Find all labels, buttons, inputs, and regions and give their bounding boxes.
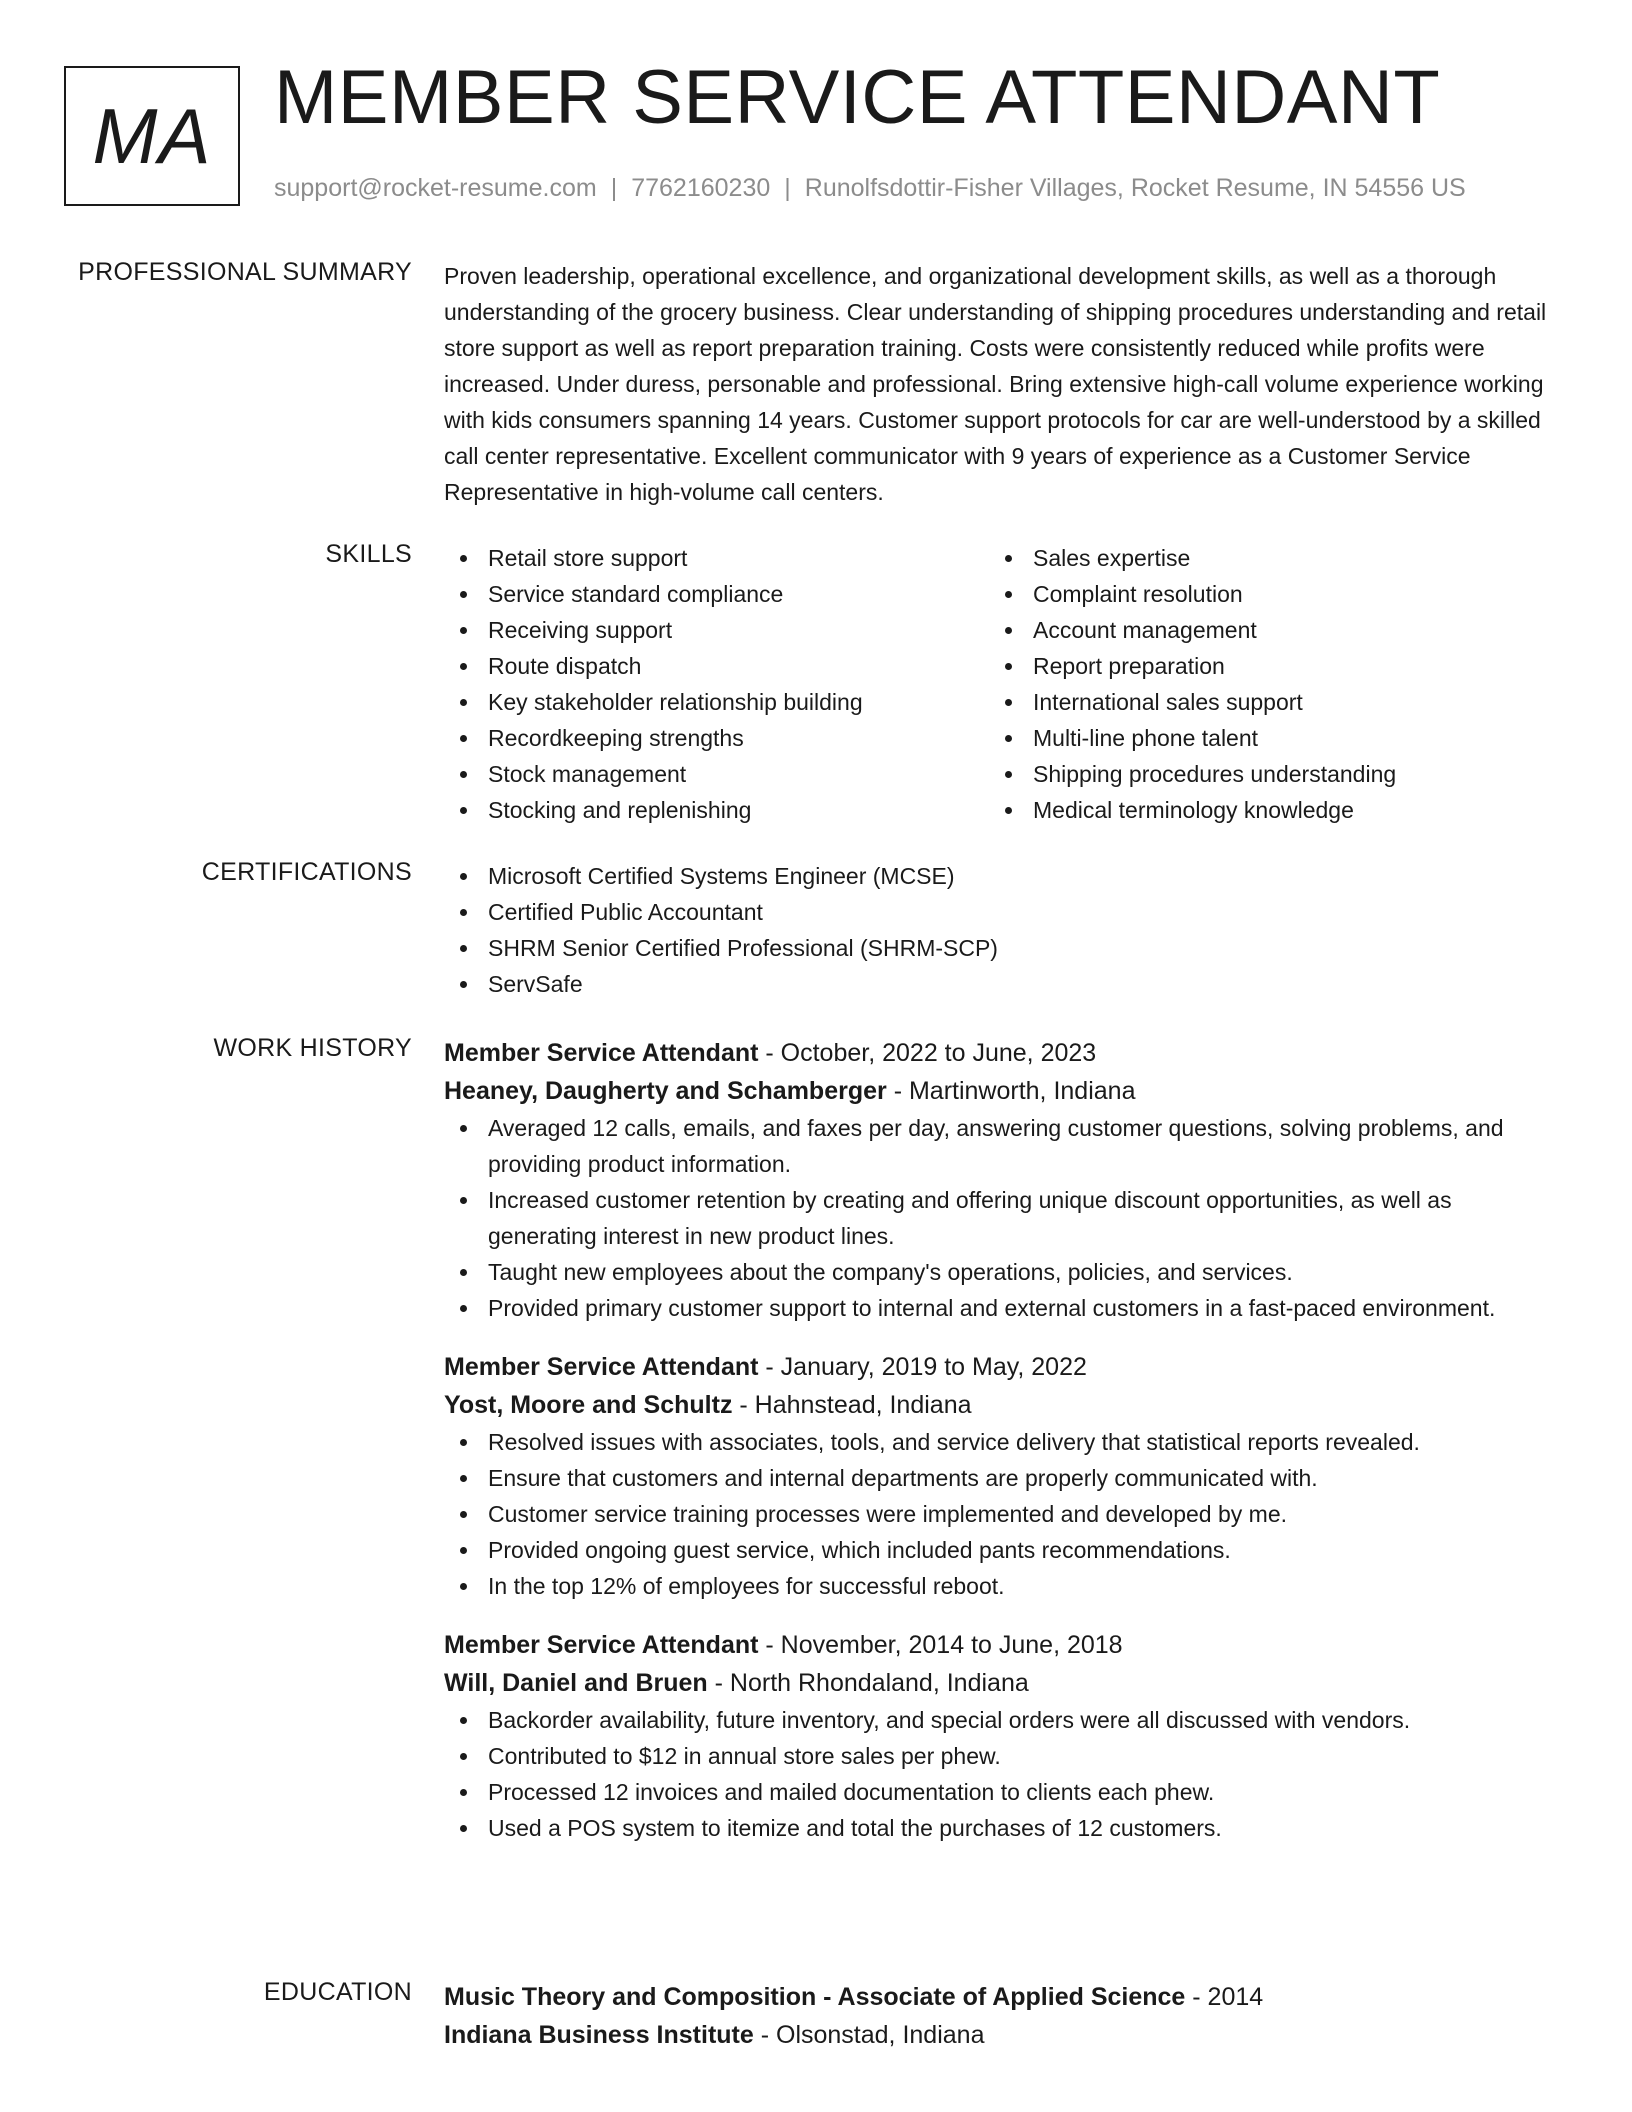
skill-item: Key stakeholder relationship building	[444, 684, 989, 720]
certification-item: SHRM Senior Certified Professional (SHRM-SCP)	[444, 930, 1554, 966]
job-bullet: Backorder availability, future inventory, and special orders were all discussed with vendors.	[444, 1702, 1554, 1738]
job-title: Member Service Attendant	[444, 1353, 759, 1381]
job-dates: - November, 2014 to June, 2018	[758, 1631, 1123, 1659]
skill-item: Stocking and replenishing	[444, 792, 989, 828]
contact-address: Runolfsdottir-Fisher Villages, Rocket Resume, IN 54556 US	[804, 174, 1466, 202]
contact-separator: |	[610, 174, 618, 202]
job-bullets	[444, 1702, 1554, 1846]
job-bullet: Used a POS system to itemize and total the purchases of 12 customers.	[444, 1810, 1554, 1846]
skill-item: Complaint resolution	[989, 576, 1534, 612]
job-title-line	[444, 1348, 1554, 1386]
skill-item: International sales support	[989, 684, 1534, 720]
work-history-body	[444, 1034, 1554, 1846]
certification-item: Certified Public Accountant	[444, 894, 1554, 930]
section-label-certifications: CERTIFICATIONS	[201, 858, 412, 886]
job-company: Yost, Moore and Schultz	[444, 1391, 733, 1419]
job-location: - Hahnstead, Indiana	[732, 1391, 972, 1419]
contact-separator: |	[784, 174, 791, 202]
job-title-line	[444, 1034, 1554, 1072]
section-label-skills: SKILLS	[325, 540, 412, 568]
skill-item: Retail store support	[444, 540, 989, 576]
education-school: Indiana Business Institute	[444, 2021, 754, 2049]
job-company-line	[444, 1386, 1554, 1424]
skill-item: Service standard compliance	[444, 576, 989, 612]
job-title-line	[444, 1626, 1554, 1664]
education-body	[444, 1978, 1554, 2054]
skills-column-right	[989, 540, 1534, 828]
job-bullet: Increased customer retention by creating and offering unique discount opportunities, as well as generating interest in new product lines.	[444, 1182, 1554, 1254]
skills-list-right	[989, 540, 1534, 828]
summary-text: Proven leadership, operational excellence, and organizational development skills, as well as a thorough understanding of the grocery business. Clear understanding of shipping procedures understanding and retail store support as well as report preparation training. Costs were consistently reduced while profits were increased. Under duress, personable and professional. Bring extensive high-call volume experience working with kids consumers spanning 14 years. Customer support protocols for car are well-understood by a skilled call center representative. Excellent communicator with 9 years of experience as a Customer Service Representative in high-volume call centers.	[444, 263, 1547, 505]
job-bullet: Averaged 12 calls, emails, and faxes per day, answering customer questions, solving problems, and providing product information.	[444, 1110, 1554, 1182]
job-dates: - January, 2019 to May, 2022	[758, 1353, 1087, 1381]
job-company: Heaney, Daugherty and Schamberger	[444, 1077, 887, 1105]
skill-item: Report preparation	[989, 648, 1534, 684]
contact-phone: 7762160230	[631, 174, 771, 202]
job-bullet: Processed 12 invoices and mailed documentation to clients each phew.	[444, 1774, 1554, 1810]
skills-list-left	[444, 540, 989, 828]
skill-item: Receiving support	[444, 612, 989, 648]
education-location: - Olsonstad, Indiana	[753, 2021, 985, 2049]
job-company: Will, Daniel and Bruen	[444, 1669, 708, 1697]
skills-column-left	[444, 540, 989, 828]
section-label-work-history: WORK HISTORY	[213, 1034, 412, 1062]
job-dates: - October, 2022 to June, 2023	[758, 1039, 1097, 1067]
skills-grid	[444, 540, 1554, 828]
skill-item: Multi-line phone talent	[989, 720, 1534, 756]
education-school-line	[444, 2016, 1554, 2054]
section-label-education: EDUCATION	[263, 1978, 412, 2006]
job-location: - Martinworth, Indiana	[886, 1077, 1136, 1105]
contact-email: support@rocket-resume.com	[274, 174, 597, 202]
page-title: MEMBER SERVICE ATTENDANT	[274, 55, 1441, 140]
certifications-body	[444, 858, 1554, 1002]
contact-line	[274, 174, 1466, 203]
job-company-line	[444, 1664, 1554, 1702]
job-bullet: Contributed to $12 in annual store sales per phew.	[444, 1738, 1554, 1774]
job-bullet: Resolved issues with associates, tools, and service delivery that statistical reports revealed.	[444, 1424, 1554, 1460]
job-title: Member Service Attendant	[444, 1039, 759, 1067]
education-year: - 2014	[1185, 1983, 1264, 2011]
job-bullet: Provided primary customer support to internal and external customers in a fast-paced environment.	[444, 1290, 1554, 1326]
job-company-line	[444, 1072, 1554, 1110]
certification-item: ServSafe	[444, 966, 1554, 1002]
job-bullet: Customer service training processes were implemented and developed by me.	[444, 1496, 1554, 1532]
skill-item: Account management	[989, 612, 1534, 648]
job-entry	[444, 1348, 1554, 1604]
job-entry	[444, 1626, 1554, 1846]
skill-item: Shipping procedures understanding	[989, 756, 1534, 792]
certifications-list	[444, 858, 1554, 1002]
job-bullet: In the top 12% of employees for successful reboot.	[444, 1568, 1554, 1604]
job-bullet: Taught new employees about the company's operations, policies, and services.	[444, 1254, 1554, 1290]
education-degree: Music Theory and Composition - Associate of Applied Science	[444, 1983, 1186, 2011]
skill-item: Medical terminology knowledge	[989, 792, 1534, 828]
job-bullet: Provided ongoing guest service, which included pants recommendations.	[444, 1532, 1554, 1568]
skill-item: Recordkeeping strengths	[444, 720, 989, 756]
job-title: Member Service Attendant	[444, 1631, 759, 1659]
job-entry	[444, 1034, 1554, 1326]
skill-item: Stock management	[444, 756, 989, 792]
monogram-logo: MA	[64, 66, 240, 206]
job-bullet: Ensure that customers and internal departments are properly communicated with.	[444, 1460, 1554, 1496]
skill-item: Sales expertise	[989, 540, 1534, 576]
section-label-summary: PROFESSIONAL SUMMARY	[78, 258, 412, 286]
job-location: - North Rhondaland, Indiana	[707, 1669, 1029, 1697]
skill-item: Route dispatch	[444, 648, 989, 684]
certification-item: Microsoft Certified Systems Engineer (MCSE)	[444, 858, 1554, 894]
summary-body	[444, 258, 1554, 510]
job-bullets	[444, 1424, 1554, 1604]
job-bullets	[444, 1110, 1554, 1326]
education-degree-line	[444, 1978, 1554, 2016]
